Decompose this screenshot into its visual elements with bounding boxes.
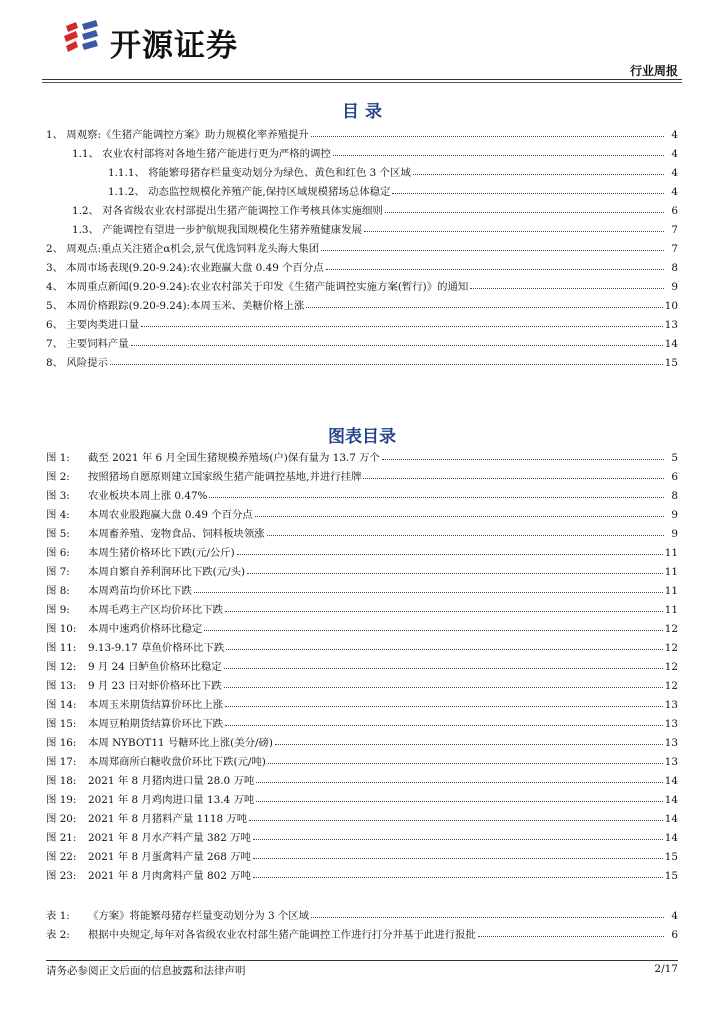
figure-entry-text: [46, 487, 207, 502]
dot-leader: [194, 592, 663, 593]
figure-entry[interactable]: [46, 483, 678, 502]
toc-entry[interactable]: [46, 255, 678, 274]
table-entry-text: [46, 926, 476, 941]
figure-entry-page: 9: [671, 528, 678, 540]
toc-entry-label: 3、 本周市场表现(9.20-9.24):农业跑赢大盘 0.49 个百分点: [46, 262, 324, 274]
figure-entry-text: [46, 449, 380, 464]
dot-leader: [256, 801, 663, 802]
figure-entry-label: 本周玉米期货结算价环比上涨: [88, 699, 224, 711]
figure-entry-page: 14: [664, 794, 678, 806]
figure-entry-label: 9 月 24 日鲈鱼价格环比稳定: [88, 661, 222, 673]
figure-entry-label: 2021 年 8 月蛋禽料产量 268 万吨: [88, 851, 251, 863]
dot-leader: [226, 649, 663, 650]
brand-logo-icon: [62, 20, 102, 56]
dot-leader: [253, 877, 663, 878]
figure-entry-page: 13: [664, 756, 678, 768]
table-entry[interactable]: [46, 922, 678, 941]
toc-title: 目 录: [342, 102, 382, 122]
toc-entry-text: [46, 354, 108, 369]
dot-leader: [306, 307, 662, 308]
figure-entry[interactable]: [46, 806, 678, 825]
toc-entry-label: 4、 本周重点新闻(9.20-9.24):农业农村部关于印发《生猪产能调控实施方案(暂行)》的通知: [46, 281, 469, 293]
figure-entry-label: 本周豆粕期货结算价环比下跌: [88, 718, 224, 730]
figure-entry[interactable]: [46, 749, 678, 768]
figure-entry[interactable]: [46, 445, 678, 464]
figure-entry[interactable]: [46, 559, 678, 578]
figure-entry-page: 12: [664, 661, 678, 673]
dot-leader: [249, 820, 663, 821]
toc-entry[interactable]: [46, 293, 678, 312]
toc-entry[interactable]: [46, 160, 678, 179]
figure-entry-number: 图 23:: [46, 870, 77, 882]
figure-entry-page: 13: [664, 699, 678, 711]
figure-entry-page: 12: [664, 642, 678, 654]
toc-entry-page: 4: [671, 148, 678, 160]
toc-entry-label: 5、 本周价格跟踪(9.20-9.24):本周玉米、美糖价格上涨: [46, 300, 305, 312]
figure-entry-page: 12: [664, 680, 678, 692]
figure-entry-page: 14: [664, 775, 678, 787]
figure-entry-label: 本周畜养殖、宠物食品、饲料板块领涨: [88, 528, 265, 540]
toc-entry-page: 15: [664, 357, 678, 369]
dot-leader: [385, 212, 664, 213]
figure-entry-label: 本周 NYBOT11 号糖环比上涨(美分/磅): [88, 737, 273, 749]
figure-entry-page: 8: [671, 490, 678, 502]
figure-entry-text: [46, 734, 273, 749]
figure-entry[interactable]: [46, 825, 678, 844]
figure-entry-number: 图 17:: [46, 756, 77, 768]
figure-entry-number: 图 13:: [46, 680, 77, 692]
dot-leader: [247, 573, 663, 574]
figure-entry-text: [46, 677, 222, 692]
toc-entry[interactable]: [46, 217, 678, 236]
figure-entry-number: 图 21:: [46, 832, 77, 844]
figure-entry[interactable]: [46, 502, 678, 521]
dot-leader: [225, 725, 663, 726]
dot-leader: [255, 516, 664, 517]
dot-leader: [382, 459, 664, 460]
figure-entry-label: 2021 年 8 月肉禽料产量 802 万吨: [88, 870, 251, 882]
figure-entry-text: [46, 715, 223, 730]
dot-leader: [225, 611, 663, 612]
figure-entry-number: 图 7:: [46, 566, 70, 578]
toc-entry-label: 1.1、 农业农村部将对各地生猪产能进行更为严格的调控: [72, 148, 331, 160]
dot-leader: [311, 136, 664, 137]
toc-entry-text: [72, 221, 362, 236]
figure-entry-page: 13: [664, 737, 678, 749]
figure-entry-number: 图 19:: [46, 794, 77, 806]
toc-entry-page: 4: [671, 167, 678, 179]
dot-leader: [204, 630, 662, 631]
tables-toc-list: [46, 903, 678, 941]
figure-entry-page: 11: [664, 585, 678, 597]
page-number: 2/17: [654, 963, 678, 975]
figure-entry[interactable]: [46, 464, 678, 483]
figure-entry[interactable]: [46, 673, 678, 692]
figure-entry-text: [46, 639, 224, 654]
dot-leader: [413, 174, 664, 175]
footer-disclaimer: 请务必参阅正文后面的信息披露和法律声明: [46, 965, 246, 977]
figure-entry-text: [46, 772, 254, 787]
figure-entry-page: 5: [671, 452, 678, 464]
figure-entry-text: [46, 506, 253, 521]
dot-leader: [311, 917, 664, 918]
figure-entry-label: 本周生猪价格环比下跌(元/公斤): [88, 547, 235, 559]
figure-entry-text: [46, 696, 223, 711]
figure-entry-text: [46, 658, 222, 673]
toc-entry-text: [46, 297, 304, 312]
figure-entry-page: 14: [664, 832, 678, 844]
toc-entry-page: 10: [664, 300, 678, 312]
figure-entry-number: 图 9:: [46, 604, 70, 616]
figure-entry-number: 图 11:: [46, 642, 77, 654]
toc-entry-label: 1.2、 对各省级农业农村部提出生猪产能调控工作考核具体实施细则: [72, 205, 383, 217]
figure-entry-text: [46, 601, 223, 616]
dot-leader: [321, 250, 664, 251]
figures-toc-list: [46, 445, 678, 882]
figure-entry-number: 图 6:: [46, 547, 70, 559]
brand-logo: [62, 18, 272, 64]
figure-entry[interactable]: [46, 521, 678, 540]
figure-entry-page: 12: [664, 623, 678, 635]
dot-leader: [131, 345, 663, 346]
figure-entry-number: 图 4:: [46, 509, 70, 521]
toc-entry-page: 7: [671, 224, 678, 236]
figure-entry-text: [46, 829, 251, 844]
toc-entry-text: [46, 259, 324, 274]
figure-entry-text: [46, 753, 266, 768]
figure-entry[interactable]: [46, 768, 678, 787]
figure-entry-label: 农业板块本周上涨 0.47%: [88, 490, 208, 502]
dot-leader: [267, 535, 664, 536]
figure-entry-number: 图 10:: [46, 623, 77, 635]
table-entry[interactable]: [46, 903, 678, 922]
toc-entry[interactable]: [46, 122, 678, 141]
table-entry-label: 《方案》将能繁母猪存栏量变动划分为 3 个区域: [88, 910, 310, 922]
page-header: [0, 0, 724, 80]
toc-entry[interactable]: [46, 141, 678, 160]
table-entry-label: 根据中央规定,每年对各省级农业农村部生猪产能调控工作进行打分并基于此进行报批: [88, 929, 476, 941]
dot-leader: [110, 364, 663, 365]
figure-entry-text: [46, 867, 251, 882]
figure-entry[interactable]: [46, 692, 678, 711]
toc-entry-text: [46, 335, 129, 350]
toc-entry-page: 7: [671, 243, 678, 255]
brand-name: 开源证券: [110, 28, 238, 64]
figure-entry-number: 图 15:: [46, 718, 77, 730]
dot-leader: [275, 744, 663, 745]
dot-leader: [256, 782, 663, 783]
figure-entry-number: 图 14:: [46, 699, 77, 711]
figure-entry-page: 11: [664, 547, 678, 559]
table-entry-number: 表 1:: [46, 910, 70, 922]
toc-entry-label: 1.3、 产能调控有望进一步护航规我国规模化生猪养殖健康发展: [72, 224, 362, 236]
toc-entry-label: 1、 周观察:《生猪产能调控方案》助力规模化率养殖提升: [46, 129, 309, 141]
figure-entry-number: 图 3:: [46, 490, 70, 502]
figure-entry-text: [46, 582, 192, 597]
toc-entry-label: 2、 周观点:重点关注猪企α机会,景气优选饲料龙头海大集团: [46, 243, 320, 255]
dot-leader: [364, 231, 664, 232]
figure-entry-page: 9: [671, 509, 678, 521]
dot-leader: [470, 288, 664, 289]
toc-entry[interactable]: [46, 331, 678, 350]
figure-entry[interactable]: [46, 635, 678, 654]
figure-entry[interactable]: [46, 597, 678, 616]
dot-leader: [141, 326, 663, 327]
toc-entry[interactable]: [46, 312, 678, 331]
figure-entry-text: [46, 468, 361, 483]
figure-entry[interactable]: [46, 730, 678, 749]
toc-entry-page: 8: [671, 262, 678, 274]
figure-entry-number: 图 5:: [46, 528, 70, 540]
figure-entry[interactable]: [46, 540, 678, 559]
toc-entry-label: 7、 主要饲料产量: [46, 338, 129, 350]
figure-entry[interactable]: [46, 863, 678, 882]
table-entry-number: 表 2:: [46, 929, 70, 941]
dot-leader: [253, 839, 663, 840]
figure-entry[interactable]: [46, 654, 678, 673]
footer-rule: [46, 960, 678, 961]
figure-entry-text: [46, 791, 254, 806]
toc-entry[interactable]: [46, 198, 678, 217]
figure-entry-number: 图 18:: [46, 775, 77, 787]
toc-entry-text: [46, 278, 468, 293]
figure-entry-label: 本周农业股跑赢大盘 0.49 个百分点: [88, 509, 253, 521]
toc-entry-label: 1.1.2、 动态监控规模化养殖产能,保持区域规模猪场总体稳定: [108, 186, 391, 198]
toc-entry-text: [46, 240, 319, 255]
figure-entry-label: 2021 年 8 月猪肉进口量 28.0 万吨: [88, 775, 255, 787]
toc-entry-page: 13: [664, 319, 678, 331]
figure-entry-label: 2021 年 8 月猪料产量 1118 万吨: [88, 813, 248, 825]
figure-entry-page: 14: [664, 813, 678, 825]
figure-entry-text: [46, 620, 202, 635]
figure-entry-page: 15: [664, 851, 678, 863]
toc-entry[interactable]: [46, 274, 678, 293]
figure-entry-label: 9 月 23 日对虾价格环比下跌: [88, 680, 222, 692]
toc-entry-page: 6: [671, 205, 678, 217]
figures-toc-title: 图表目录: [328, 427, 396, 447]
dot-leader: [253, 858, 663, 859]
figure-entry-number: 图 22:: [46, 851, 77, 863]
figure-entry-text: [46, 810, 247, 825]
toc-list: [46, 122, 678, 369]
report-type-tag: 行业周报: [629, 64, 678, 78]
header-rule: [42, 79, 682, 80]
figure-entry[interactable]: [46, 711, 678, 730]
figure-entry-number: 图 12:: [46, 661, 77, 673]
toc-entry-page: 4: [671, 129, 678, 141]
toc-entry-text: [72, 202, 383, 217]
toc-entry-text: [72, 145, 331, 160]
dot-leader: [333, 155, 664, 156]
table-entry-text: [46, 907, 309, 922]
toc-entry-text: [46, 316, 139, 331]
toc-entry-label: 1.1.1、 将能繁母猪存栏量变动划分为绿色、黄色和红色 3 个区域: [108, 167, 411, 179]
table-entry-page: 6: [671, 929, 678, 941]
dot-leader: [224, 687, 663, 688]
figure-entry-label: 本周鸡苗均价环比下跌: [88, 585, 192, 597]
figure-entry-number: 图 1:: [46, 452, 70, 464]
toc-entry-text: [108, 183, 390, 198]
dot-leader: [363, 478, 664, 479]
figure-entry[interactable]: [46, 844, 678, 863]
figure-entry-page: 13: [664, 718, 678, 730]
toc-entry[interactable]: [46, 350, 678, 369]
figure-entry-label: 2021 年 8 月水产料产量 382 万吨: [88, 832, 251, 844]
figure-entry-number: 图 2:: [46, 471, 70, 483]
figure-entry-label: 按照猪场自愿原则建立国家级生猪产能调控基地,并进行挂牌: [88, 471, 362, 483]
figure-entry-text: [46, 525, 265, 540]
figure-entry-number: 图 8:: [46, 585, 70, 597]
dot-leader: [224, 668, 663, 669]
figure-entry[interactable]: [46, 578, 678, 597]
figure-entry-text: [46, 848, 251, 863]
toc-entry-page: 4: [671, 186, 678, 198]
dot-leader: [237, 554, 663, 555]
figure-entry-label: 本周毛鸡主产区均价环比下跌: [88, 604, 224, 616]
toc-entry[interactable]: [46, 236, 678, 255]
figure-entry-page: 11: [664, 604, 678, 616]
figure-entry-label: 9.13-9.17 草鱼价格环比下跌: [88, 642, 225, 654]
table-entry-page: 4: [671, 910, 678, 922]
toc-entry-label: 8、 风险提示: [46, 357, 108, 369]
figure-entry-page: 6: [671, 471, 678, 483]
header-rule-thin: [42, 82, 682, 83]
toc-entry[interactable]: [46, 179, 678, 198]
figure-entry-page: 15: [664, 870, 678, 882]
figure-entry[interactable]: [46, 787, 678, 806]
figure-entry-page: 11: [664, 566, 678, 578]
figure-entry[interactable]: [46, 616, 678, 635]
toc-entry-text: [46, 126, 309, 141]
toc-entry-label: 6、 主要肉类进口量: [46, 319, 140, 331]
figure-entry-text: [46, 544, 235, 559]
toc-entry-page: 14: [664, 338, 678, 350]
figure-entry-number: 图 16:: [46, 737, 77, 749]
dot-leader: [326, 269, 664, 270]
dot-leader: [478, 936, 664, 937]
figure-entry-label: 截至 2021 年 6 月全国生猪规模养殖场(户)保有量为 13.7 万个: [88, 452, 380, 464]
figure-entry-label: 本周中速鸡价格环比稳定: [88, 623, 203, 635]
dot-leader: [268, 763, 663, 764]
dot-leader: [209, 497, 664, 498]
figure-entry-number: 图 20:: [46, 813, 77, 825]
toc-entry-text: [108, 164, 411, 179]
dot-leader: [392, 193, 664, 194]
figure-entry-label: 本周自繁自养利润环比下跌(元/头): [88, 566, 246, 578]
figure-entry-text: [46, 563, 245, 578]
figure-entry-label: 本周郑商所白糖收盘价环比下跌(元/吨): [88, 756, 266, 768]
dot-leader: [225, 706, 663, 707]
toc-entry-page: 9: [671, 281, 678, 293]
figure-entry-label: 2021 年 8 月鸡肉进口量 13.4 万吨: [88, 794, 255, 806]
